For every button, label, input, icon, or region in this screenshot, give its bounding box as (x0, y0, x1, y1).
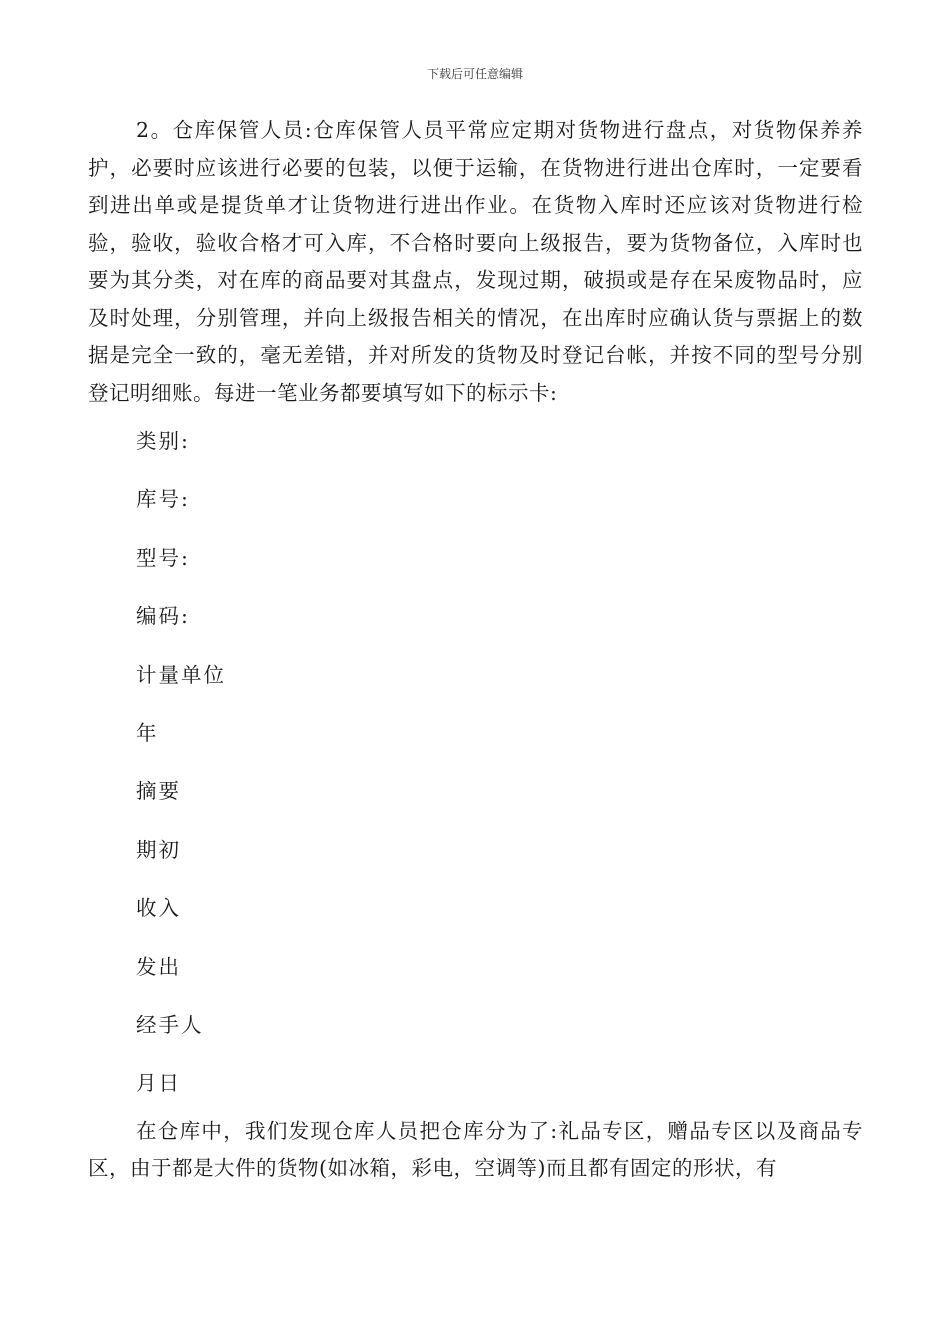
field-month-day: 月日 (136, 1071, 181, 1096)
field-code: 编码: (136, 604, 190, 629)
field-list (88, 412, 863, 1113)
field-opening: 期初 (136, 837, 181, 862)
field-unit: 计量单位 (136, 662, 226, 687)
page-header: 下载后可任意编辑 (426, 67, 523, 81)
field-year: 年 (136, 721, 159, 746)
paragraph-storekeeper-duties: 2。仓库保管人员:仓库保管人员平常应定期对货物进行盘点，对货物保养养护，必要时应该进行必要的包装，以便于运输，在货物进行进出仓库时，一定要看到进出单或是提货单才让货物进行进出作业。在货物入库时还应该对货物进行检验，验收，验收合格才可入库，不合格时要向上级报告，要为货物备位，入库时也要为其分类，对在库的商品要对其盘点，发现过期，破损或是存在呆废物品时，应及时处理，分别管理，并向上级报告相关的情况，在出库时应确认货与票据上的数据是完全一致的，毫无差错，并对所发的货物及时登记台帐，并按不同的型号分别登记明细账。每进一笔业务都要填写如下的标示卡: (88, 118, 863, 405)
field-handler: 经手人 (136, 1013, 204, 1038)
field-summary: 摘要 (136, 779, 181, 804)
field-category: 类别: (136, 429, 190, 453)
document-body (88, 112, 863, 1188)
field-warehouse-number: 库号: (136, 487, 190, 512)
field-issued: 发出 (136, 954, 181, 979)
label-card-fields (88, 412, 863, 1113)
field-income: 收入 (136, 896, 181, 921)
paragraph-warehouse-zones: 在仓库中，我们发现仓库人员把仓库分为了:礼品专区，赠品专区以及商品专区，由于都是大件的货物(如冰箱，彩电，空调等)而且都有固定的形状，有 (88, 1118, 863, 1181)
field-model: 型号: (136, 545, 190, 570)
